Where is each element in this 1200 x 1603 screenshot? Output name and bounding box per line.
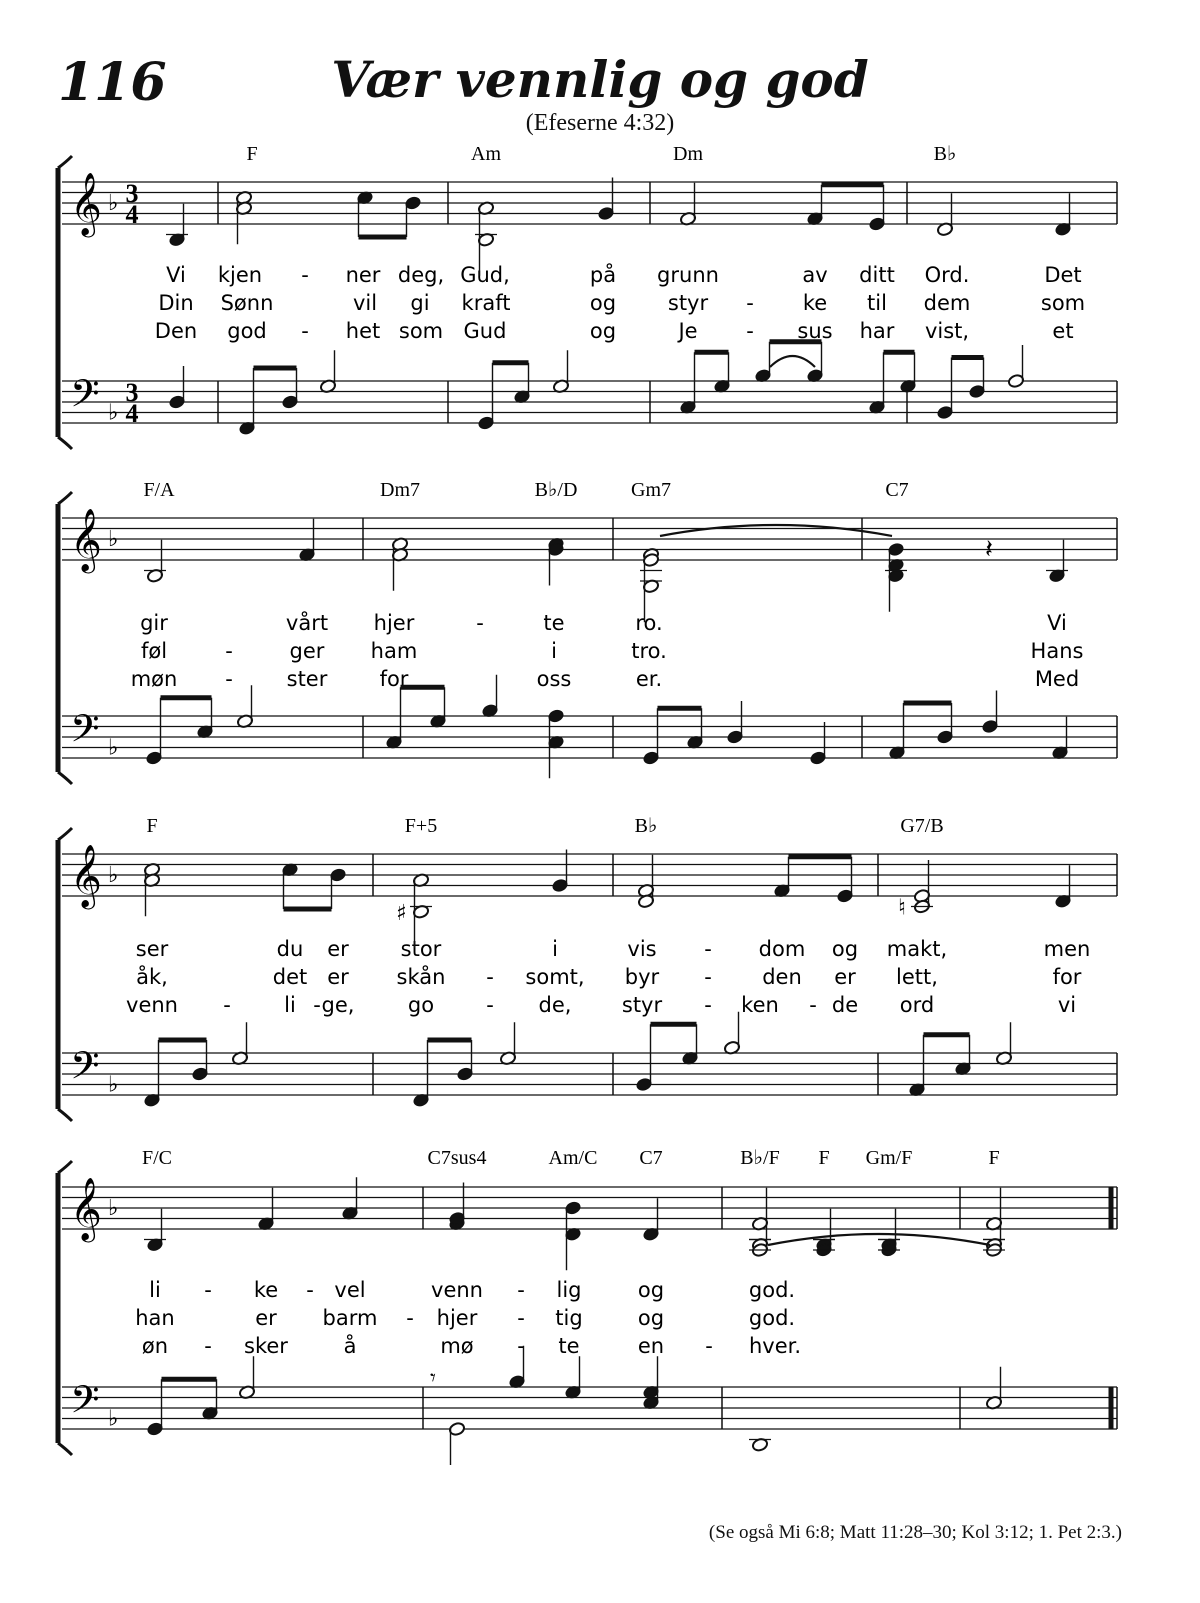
lyric-syllable: et [1052, 319, 1074, 343]
lyric-syllable: ge, [321, 993, 355, 1017]
key-flat: ♭ [108, 400, 119, 426]
lyric-syllable: - [313, 993, 321, 1017]
footnote: (Se også Mi 6:8; Matt 11:28–30; Kol 3:12; 1. Pet 2:3.) [708, 1522, 1122, 1543]
lyric-syllable: - [517, 1334, 525, 1358]
lyric-syllable: - [204, 1278, 212, 1302]
key-flat: ♭ [108, 1196, 119, 1221]
lyric-syllable: vis [627, 937, 657, 961]
time-sig-bottom: 4 [125, 200, 139, 229]
lyric-syllable: - [406, 1306, 414, 1330]
lyric-syllable: te [543, 611, 565, 635]
lyric-syllable: grunn [657, 263, 719, 287]
lyric-syllable: som [398, 319, 444, 343]
key-flat: ♭ [108, 735, 119, 761]
lyric-syllable: tro. [631, 639, 667, 663]
lyric-syllable: Gud [463, 319, 507, 343]
lyric-syllable: - [704, 993, 712, 1017]
lyric-syllable: dom [758, 937, 806, 961]
key-flat: ♭ [108, 527, 119, 552]
chord-symbol: B♭ [634, 815, 658, 837]
lyric-syllable: oss [536, 667, 572, 691]
lyric-syllable: venn [431, 1278, 483, 1302]
lyric-syllable: dem [923, 291, 971, 315]
hymn-number: 116 [58, 52, 167, 113]
chord-symbol: F [988, 1147, 1000, 1169]
hymn-title: Vær vennlig og god [331, 50, 869, 109]
lyric-syllable: den [762, 965, 802, 989]
lyric-syllable: li [284, 993, 296, 1017]
chord-symbol: B♭/D [534, 479, 578, 501]
lyric-syllable: øn [141, 1334, 169, 1358]
sharp: ♯ [396, 900, 407, 926]
lyric-syllable: Den [154, 319, 198, 343]
lyric-syllable: het [345, 319, 381, 343]
chord-symbol: Dm [673, 143, 703, 165]
lyric-syllable: - [225, 639, 233, 663]
lyric-syllable: Med [1034, 667, 1080, 691]
lyric-syllable: Gud, [460, 263, 510, 287]
lyric-syllable: sus [797, 319, 833, 343]
lyric-syllable: - [204, 1334, 212, 1358]
lyric-syllable: - [746, 291, 754, 315]
lyric-syllable: - [486, 965, 494, 989]
lyric-syllable: ner [345, 263, 381, 287]
lyric-syllable: og [637, 1278, 665, 1302]
bass-clef: 𝄢 [70, 1377, 100, 1431]
treble-clef: 𝄞 [70, 172, 102, 235]
lyric-syllable: ord [899, 993, 935, 1017]
lyric-syllable: stor [400, 937, 442, 961]
lyric-syllable: for [1052, 965, 1082, 989]
lyric-syllable: go [407, 993, 435, 1017]
key-flat: ♭ [108, 1072, 119, 1098]
lyric-syllable: kraft [461, 291, 511, 315]
lyric-syllable: - [704, 965, 712, 989]
chord-symbol: B♭/F [740, 1147, 780, 1169]
lyric-syllable: på [589, 263, 617, 287]
lyric-syllable: en [637, 1334, 665, 1358]
lyric-syllable: barm [322, 1306, 378, 1330]
chord-symbol: F/A [143, 479, 175, 501]
lyric-syllable: lett, [896, 965, 938, 989]
bracket-hook [58, 772, 72, 784]
bracket-hook [58, 1161, 72, 1173]
lyric-syllable: styr [667, 291, 709, 315]
chord-symbol: F/C [141, 1147, 173, 1169]
lyric-syllable: for [379, 667, 409, 691]
key-flat: ♭ [108, 191, 119, 216]
lyric-syllable: i [551, 639, 557, 663]
lyric-syllable: vist, [924, 319, 970, 343]
time-sig-top: 3 [125, 378, 139, 407]
lyric-syllable: ditt [859, 263, 895, 287]
lyric-syllable: og [831, 937, 859, 961]
lyric-syllable: har [859, 319, 895, 343]
lyric-syllable: - [301, 319, 309, 343]
chord-symbol: C7sus4 [427, 1147, 487, 1169]
lyric-syllable: Ord. [924, 263, 970, 287]
lyric-syllable: tig [555, 1306, 583, 1330]
lyric-syllable: er [255, 1306, 277, 1330]
lyric-syllable: Sønn [220, 291, 274, 315]
bracket-hook [58, 1443, 72, 1455]
lyric-syllable: god. [748, 1306, 796, 1330]
lyric-syllable: hjer [373, 611, 415, 635]
lyric-syllable: - [746, 319, 754, 343]
lyric-syllable: det [272, 965, 308, 989]
key-flat: ♭ [108, 1406, 119, 1432]
lyric-syllable: vi [1057, 993, 1077, 1017]
lyric-syllable: og [637, 1306, 665, 1330]
chord-symbol: Dm7 [380, 479, 420, 501]
chord-symbol: F [146, 815, 158, 837]
lyric-syllable: vel [334, 1278, 366, 1302]
lyric-syllable: venn [126, 993, 178, 1017]
chord-symbol: Am [471, 143, 501, 165]
lyric-syllable: Vi [1047, 611, 1067, 635]
chord-symbol: C7 [639, 1147, 663, 1169]
eighth-rest: 𝄾 [430, 1366, 436, 1391]
lyric-syllable: er [327, 937, 349, 961]
natural: ♮ [898, 895, 906, 921]
lyric-syllable: lig [556, 1278, 582, 1302]
lyric-syllable: - [809, 993, 817, 1017]
lyric-syllable: er [834, 965, 856, 989]
lyric-syllable: Hans [1030, 639, 1084, 663]
treble-clef: 𝄞 [70, 1177, 102, 1240]
chord-symbol: C7 [885, 479, 909, 501]
lyric-syllable: Vi [166, 263, 186, 287]
lyric-syllable: Din [158, 291, 194, 315]
chord-symbol: F [818, 1147, 830, 1169]
lyric-syllable: ham [370, 639, 418, 663]
lyric-syllable: de, [538, 993, 572, 1017]
lyric-syllable: god. [748, 1278, 796, 1302]
lyric-syllable: han [135, 1306, 175, 1330]
lyric-syllable: ken [741, 993, 779, 1017]
lyric-syllable: god [227, 319, 267, 343]
lyric-syllable: somt, [525, 965, 585, 989]
lyric-syllable: av [802, 263, 828, 287]
lyric-syllable: - [225, 667, 233, 691]
lyric-syllable: byr [624, 965, 660, 989]
lyric-syllable: mø [440, 1334, 474, 1358]
lyric-syllable: hver. [748, 1334, 802, 1358]
lyric-syllable: - [476, 611, 484, 635]
lyric-syllable: er. [635, 667, 663, 691]
lyric-syllable: åk, [136, 965, 168, 989]
lyric-syllable: li [149, 1278, 161, 1302]
lyric-syllable: styr [621, 993, 663, 1017]
lyric-syllable: er [327, 965, 349, 989]
lyric-syllable: føl [140, 639, 168, 663]
lyric-syllable: ro. [635, 611, 663, 635]
lyric-syllable: - [301, 263, 309, 287]
lyric-syllable: gi [410, 291, 430, 315]
lyric-syllable: de [831, 993, 859, 1017]
lyric-syllable: sker [244, 1334, 288, 1358]
lyric-syllable: å [343, 1334, 357, 1358]
lyric-syllable: makt, [886, 937, 948, 961]
lyric-syllable: Det [1044, 263, 1082, 287]
lyric-syllable: vil [352, 291, 378, 315]
chord-symbol: F+5 [404, 815, 438, 837]
lyric-syllable: som [1040, 291, 1086, 315]
chord-symbol: Am/C [548, 1147, 598, 1169]
lyric-syllable: vårt [285, 611, 329, 635]
tie [770, 356, 815, 367]
chord-symbol: Gm/F [865, 1147, 913, 1169]
bracket-hook [58, 156, 72, 168]
lyric-syllable: deg, [397, 263, 445, 287]
lyric-syllable: - [223, 993, 231, 1017]
lyric-syllable: du [276, 937, 304, 961]
treble-clef: 𝄞 [70, 844, 102, 907]
chord-symbol: F [246, 143, 258, 165]
quarter-rest: 𝄽 [985, 534, 993, 565]
bracket-hook [58, 437, 72, 449]
bracket-hook [58, 828, 72, 840]
lyric-syllable: til [867, 291, 887, 315]
lyric-syllable: og [589, 291, 617, 315]
chord-symbol: Gm7 [631, 479, 671, 501]
bass-clef: 𝄢 [70, 706, 100, 760]
lyric-syllable: ger [289, 639, 325, 663]
key-flat: ♭ [108, 863, 119, 888]
time-sig-top: 3 [125, 179, 139, 208]
tie [660, 525, 892, 536]
lyric-syllable: - [517, 1306, 525, 1330]
chord-symbol: G7/B [900, 815, 944, 837]
bass-clef: 𝄢 [70, 1043, 100, 1097]
lyric-syllable: og [589, 319, 617, 343]
lyric-syllable: i [552, 937, 558, 961]
lyric-syllable: hjer [436, 1306, 478, 1330]
lyric-syllable: ke [802, 291, 828, 315]
hymn-subtitle: (Efeserne 4:32) [525, 110, 675, 136]
lyric-syllable: Je [678, 319, 698, 343]
bracket-hook [58, 492, 72, 504]
lyric-syllable: ster [286, 667, 328, 691]
lyric-syllable: - [704, 937, 712, 961]
treble-clef: 𝄞 [70, 508, 102, 571]
lyric-syllable: ser [135, 937, 169, 961]
time-sig-bottom: 4 [125, 399, 139, 428]
lyric-syllable: ke [253, 1278, 279, 1302]
lyric-syllable: - [306, 1278, 314, 1302]
lyric-syllable: - [486, 993, 494, 1017]
lyric-syllable: te [558, 1334, 580, 1358]
bass-clef: 𝄢 [70, 371, 100, 425]
lyric-syllable: møn [130, 667, 178, 691]
bracket-hook [58, 1109, 72, 1121]
lyric-syllable: - [705, 1334, 713, 1358]
lyric-syllable: men [1043, 937, 1091, 961]
chord-symbol: B♭ [933, 143, 957, 165]
lyric-syllable: - [517, 1278, 525, 1302]
lyric-syllable: kjen [217, 263, 263, 287]
lyric-syllable: gir [140, 611, 168, 635]
lyric-syllable: skån [396, 965, 446, 989]
